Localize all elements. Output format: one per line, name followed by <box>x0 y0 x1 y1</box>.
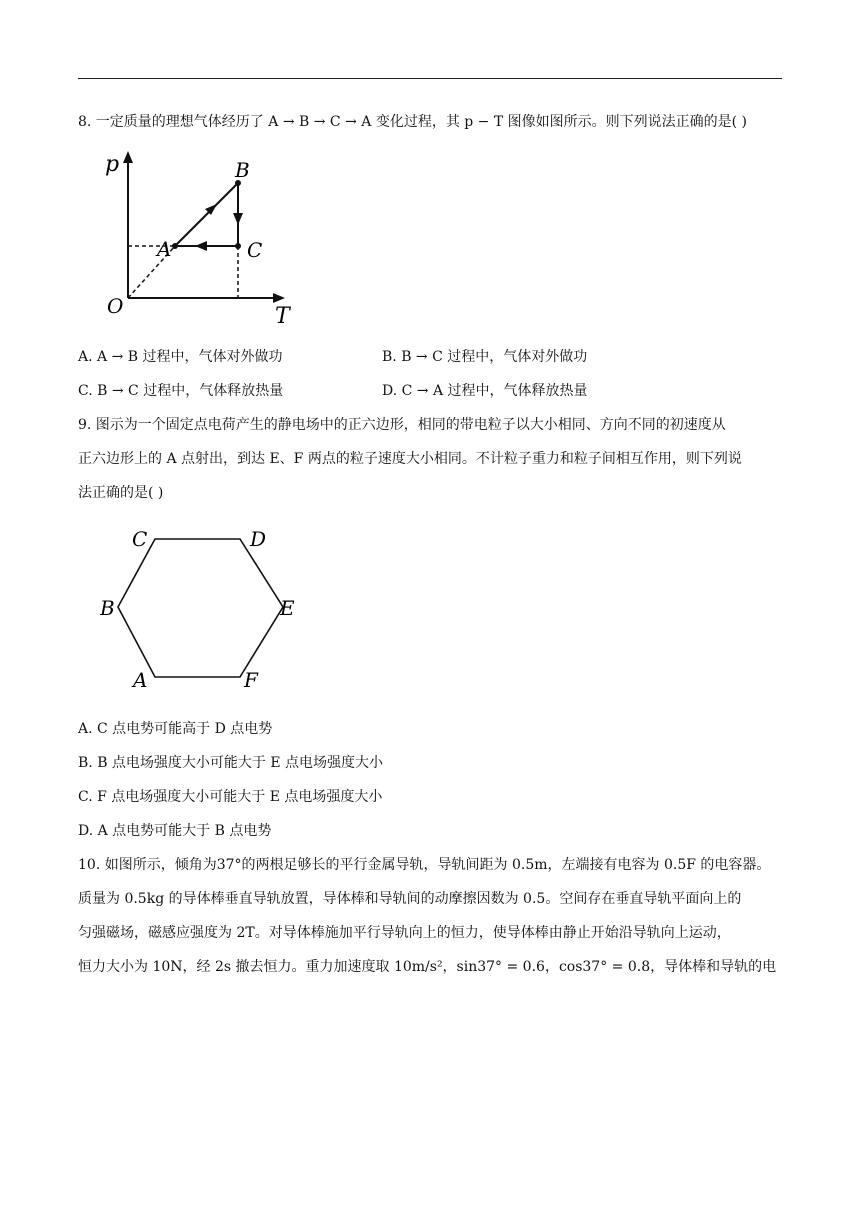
q9-label-F: F <box>244 668 258 692</box>
q8-option-a: A. A → B 过程中，气体对外做功 <box>78 349 283 365</box>
q9-stem-line2: 正六边形上的 A 点射出，到达 E、F 两点的粒子速度大小相同。不计粒子重力和粒子间相互作用，则下列说 <box>78 451 742 467</box>
q8-label-B: B <box>235 158 250 182</box>
q8-label-p: p <box>105 152 120 177</box>
q8-label-O: O <box>107 294 124 318</box>
q9-label-A: A <box>133 668 148 692</box>
q8-label-A: A <box>157 237 172 261</box>
q9-option-d: D. A 点电势可能大于 B 点电势 <box>78 823 272 839</box>
q9-label-E: E <box>280 596 295 620</box>
q9-option-a: A. C 点电势可能高于 D 点电势 <box>78 721 273 737</box>
q8-option-c: C. B → C 过程中，气体释放热量 <box>78 383 284 399</box>
q8-label-T: T <box>275 304 290 328</box>
q10-line2: 质量为 0.5kg 的导体棒垂直导轨放置，导体棒和导轨间的动摩擦因数为 0.5。空间存在垂直导轨平面向上的 <box>78 891 742 907</box>
q8-option-d: D. C → A 过程中，气体释放热量 <box>382 383 588 399</box>
q8-label-C: C <box>247 238 263 262</box>
q9-label-C: C <box>132 527 148 551</box>
q9-label-B: B <box>100 596 115 620</box>
q9-option-c: C. F 点电场强度大小可能大于 E 点电场强度大小 <box>78 789 383 805</box>
q10-line1: 10. 如图所示，倾角为37°的两根足够长的平行金属导轨，导轨间距为 0.5m，左端接有电容为 0.5F 的电容器。 <box>78 857 771 873</box>
q8-stem: 8. 一定质量的理想气体经历了 A → B → C → A 变化过程，其 p − T 图像如图所示。则下列说法正确的是( ) <box>78 114 748 130</box>
q9-stem-line3: 法正确的是( ) <box>78 485 164 501</box>
q9-option-b: B. B 点电场强度大小可能大于 E 点电场强度大小 <box>78 755 384 771</box>
q8-option-b: B. B → C 过程中，气体对外做功 <box>382 349 588 365</box>
q10-line4: 恒力大小为 10N，经 2s 撤去恒力。重力加速度取 10m/s²，sin37° = 0.6，cos37° = 0.8，导体棒和导轨的电 <box>78 959 777 975</box>
q9-label-D: D <box>250 527 267 551</box>
header-rule <box>78 78 782 79</box>
q9-hexagon-figure <box>100 522 310 697</box>
q9-stem-line1: 9. 图示为一个固定点电荷产生的静电场中的正六边形，相同的带电粒子以大小相同、方向不同的初速度从 <box>78 417 726 433</box>
q8-pt-graph <box>95 143 305 328</box>
q10-line3: 匀强磁场，磁感应强度为 2T。对导体棒施加平行导轨向上的恒力，使导体棒由静止开始沿导轨向上运动， <box>78 925 731 941</box>
